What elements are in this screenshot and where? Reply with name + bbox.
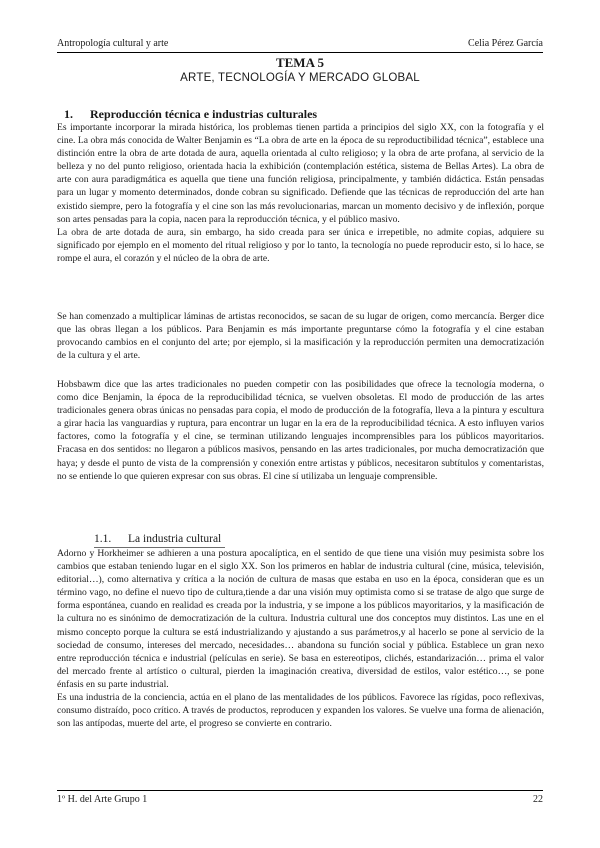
paragraph: La obra de arte dotada de aura, sin embargo, ha sido creada para ser única e irrepetible, no admite copias, adquiere su significado por ejemplo en el momento del ritual religioso y por lo tanto, la tecnología no puede reproducir esto, si lo hace, se rompe el aura, el corazón y el núcleo de la obra de arte. xyxy=(57,226,544,264)
subsection-number: 1.1. xyxy=(94,533,112,545)
chapter-title-block xyxy=(57,55,543,86)
section-heading xyxy=(64,107,317,121)
page-number: 22 xyxy=(533,794,543,805)
chapter-number: TEMA 5 xyxy=(275,55,325,70)
header-course-title: Antropología cultural y arte xyxy=(57,38,169,49)
footer-course-group: 1º H. del Arte Grupo 1 xyxy=(57,794,148,805)
subsection-heading xyxy=(94,532,225,548)
section-body-block-2 xyxy=(57,310,544,362)
section-body-block-3 xyxy=(57,378,544,483)
section-number: 1. xyxy=(64,107,73,121)
page-footer xyxy=(57,790,543,808)
paragraph: Adorno y Horkheimer se adhieren a una postura apocalíptica, en el sentido de que tiene una visión muy pesimista sobre los cambios que estaban teniendo lugar en el siglo XX. Son los primeros en hablar de industria cultural (cine, música, televisión, editorial…), como alternativa y crítica a la noción de cultura de masas que estaba en uso en la época, consideran que es un término vago, no define el nuevo tipo de cultura,tiende a dar una visión muy optimista como si se tratase de algo que surge de forma espontánea, cuando en realidad es creada por la industria, y se impone a los públicos mayoritarios, y la masificación de la cultura no es sinónimo de democratización de la cultura. Industria cultural une dos conceptos muy distintos. Las une en el mismo concepto porque la cultura se está industrializando y ajustando a sus parámetros,y al hacerlo se pone al servicio de la sociedad de consumo, intereses del mercado, necesidades… abandona su función social y pública. Establece un gran nexo entre reproducción técnica e industrial (películas en serie). Se basa en estereotipos, clichés, estandarización… prima el valor del mercado frente al artístico o cultural, pierden la imaginación creativa, diversidad de estilos, valor estético…, se pone énfasis en su parte industrial. xyxy=(57,548,544,690)
subsection-title: La industria cultural xyxy=(128,533,222,545)
paragraph: Hobsbawm dice que las artes tradicionales no pueden competir con las posibilidades que ofrece la tecnología moderna, o como dice Benjamin, la época de la reproducibilidad técnica, se vuelven obsoletas. El modo de producción de las artes tradicionales genera obras únicas no pensadas para copia, el modo de producción de la fotografía, lleva a la pintura y escultura a girar hacia las vanguardias y ruptura, para encontrar un lugar en la era de la reproducibilidad técnica. A esto influyen varios factores, como la fotografía y el cine, se terminan utilizando lenguajes incomprensibles para los públicos mayoritarios. Fracasa en dos sentidos: no llegaron a públicos masivos, pensando en las artes tradicionales, por mucha democratización que haya; y desde el punto de vista de la comprensión y conexión entre artistas y públicos, necesitaron subtítulos y comentaristas, no se entiende lo que quieren expresar con sus obras. El cine sí utilizaba un lenguaje comprensible. xyxy=(57,379,544,482)
header-author: Celia Pérez García xyxy=(468,38,543,49)
paragraph: Es importante incorporar la mirada histórica, los problemas tienen partida a principios del siglo XX, con la fotografía y el cine. La obra más conocida de Walter Benjamin es “La obra de arte en la época de su reproductibilidad técnica”, establece una distinción entre la obra de arte dotada de aura, aquella orientada al culto religioso; y la obra de arte profana, al servicio de la belleza y no del punto religioso, orientada hacia la exhibición (contemplación estética, sistema de Bellas Artes). La obra de arte con aura paradigmática es aquella que tiene una función religiosa, principalmente, y también didáctica. Están pensadas para un lugar y momento determinados, donde cobran su significado. Defiende que las técnicas de reproducción del arte han existido siempre, pero la fotografía y el cine son las más revolucionarias, marcan un momento decisivo y de inflexión, porque son artes pensadas para la copia, nacen para la reproducción técnica, y el público masivo. xyxy=(57,122,544,225)
subsection-body xyxy=(57,547,544,730)
paragraph: Se han comenzado a multiplicar láminas de artistas reconocidos, se sacan de su lugar de origen, como mercancía. Berger dice que las obras llegan a los públicos. Para Benjamin es más importante preguntarse cómo la fotografía y el cine estaban provocando cambios en el conjunto del arte; por ejemplo, si la masificación y la reproducción permiten una democratización de la cultura y el arte. xyxy=(57,311,544,362)
section-title: Reproducción técnica e industrias culturales xyxy=(90,107,318,121)
page-header xyxy=(57,38,543,53)
section-body-block-1 xyxy=(57,121,544,265)
chapter-title: ARTE, TECNOLOGÍA Y MERCADO GLOBAL xyxy=(180,72,420,84)
paragraph: Es una industria de la conciencia, actúa en el plano de las mentalidades de los públicos. Favorece las rígidas, poco reflexivas, consumo distraído, poco crítico. A través de productos, reproducen y expanden los valores. Se vuelve una forma de alienación, son las antípodas, muerte del arte, el progreso se convierte en contrario. xyxy=(57,692,544,730)
